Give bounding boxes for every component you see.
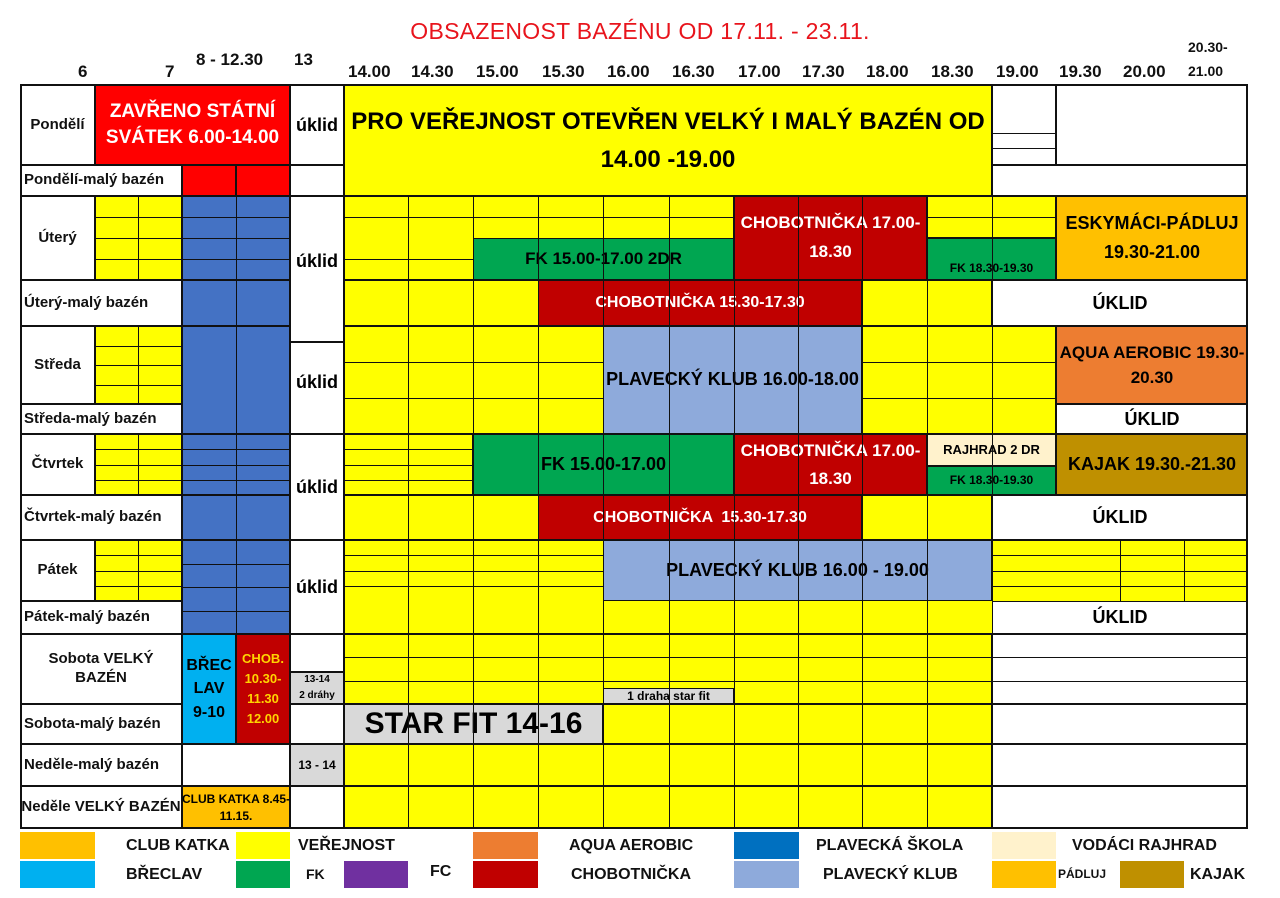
closed-label: ZAVŘENO STÁTNÍ SVÁTEK 6.00-14.00 [105,101,280,148]
fk2-label: FK 18.30-19.30 [949,473,1034,488]
chobotnicka-label: CHOBOTNIČKA 17.00-18.30 [740,441,921,488]
legend-swatch-padluj [992,861,1056,888]
row-label-saturday-small: Sobota-malý bazén [20,704,182,744]
cleaning-label: úklid [295,576,338,597]
hour-1630: 16.30 [672,62,715,81]
starfit-label: STAR FIT 14-16 [364,706,583,740]
swim-club-label: PLAVECKÝ KLUB 16.00 - 19.00 [666,560,929,581]
starfit-lane-label: 1 draha star fit [627,688,710,703]
lanes-time: 13-14 [304,674,330,686]
hour-1500: 15.00 [476,62,519,81]
chobotnicka-label: CHOBOTNIČKA 17.00-18.30 [740,213,921,261]
hour-1730: 17.30 [802,62,845,81]
hour-1530: 15.30 [542,62,585,81]
kajak-label: KAJAK 19.30.-21.30 [1067,454,1237,475]
legend-plavecky-klub: PLAVECKÝ KLUB [823,866,958,883]
row-label-wednesday-small: Středa-malý bazén [20,404,182,434]
hour-1830: 18.30 [931,62,974,81]
hour-13: 13 [294,50,313,69]
hour-1600: 16.00 [607,62,650,81]
row-label-saturday-big: Sobota VELKÝ BAZÉN [20,634,182,704]
legend-swatch-verejnost [236,832,290,859]
cleaning-caps-label: ÚKLID [1092,292,1148,313]
hour-2100: 21.00 [1188,63,1224,79]
hour-2030: 20.30- [1188,39,1228,55]
legend-chobotnicka: CHOBOTNIČKA [571,866,691,883]
chobotnicka-small-label: CHOBOTNIČKA 15.30-17.30 [593,508,807,526]
legend-breclav: BŘECLAV [126,866,203,883]
cleaning-caps-label: ÚKLID [1092,507,1148,528]
page-title: OBSAZENOST BAZÉNU OD 17.11. - 23.11. [410,18,870,44]
fk-label: FK 15.00-17.00 [540,454,667,475]
legend-swatch-fk [236,861,290,888]
hour-1430: 14.30 [411,62,454,81]
hour-1700: 17.00 [738,62,781,81]
hour-1930: 19.30 [1059,62,1102,81]
legend-fc: FC [430,863,452,880]
table-border [20,84,1248,829]
legend-swatch-club-katka [20,832,95,859]
legend-aqua: AQUA AEROBIC [569,837,694,854]
cleaning-label: úklid [295,371,338,392]
row-label-monday: Pondělí [20,85,95,165]
row-label-thursday-small: Čtvrtek-malý bazén [20,495,182,540]
legend-swatch-fc [344,861,408,888]
chob-sat-label: CHOB. 10.30-11.30 12.00 [242,650,284,727]
legend-fk: FK [306,866,325,882]
legend-kajak: KAJAK [1190,866,1246,883]
hour-2000: 20.00 [1123,62,1166,81]
row-label-friday: Pátek [20,540,95,601]
row-label-thursday: Čtvrtek [20,434,95,495]
legend-verejnost: VEŘEJNOST [298,837,395,854]
chobotnicka-small-label: CHOBOTNIČKA 15.30-17.30 [595,294,805,312]
club-katka-label: CLUB KATKA 8.45-11.15. [182,792,291,823]
legend-swatch-plavecky-klub [734,861,799,888]
hour-8-1230: 8 - 12.30 [196,50,264,69]
legend-club-katka: CLUB KATKA [126,837,230,854]
hour-6: 6 [78,62,88,81]
legend-rajhrad: VODÁCI RAJHRAD [1072,837,1217,854]
cleaning-label: úklid [295,114,338,135]
legend-swatch-aqua [473,832,538,859]
cleaning-caps-label: ÚKLID [1092,607,1148,628]
row-label-friday-small: Pátek-malý bazén [20,601,182,634]
row-label-tuesday-small: Úterý-malý bazén [20,280,182,326]
cleaning-label: úklid [295,476,338,497]
row-label-wednesday: Středa [20,326,95,404]
row-label-sunday-small: Neděle-malý bazén [20,744,182,786]
row-label-monday-small: Pondělí-malý bazén [20,165,182,196]
sun-lanes-label: 13 - 14 [298,757,336,772]
legend-swatch-chobotnicka [473,861,538,888]
hour-7: 7 [165,62,175,81]
public-label: PRO VEŘEJNOST OTEVŘEN VELKÝ I MALÝ BAZÉN OD 14.00 -19.00 [351,108,985,173]
hour-1800: 18.00 [866,62,909,81]
fk2-label: FK 18.30-19.30 [949,260,1034,275]
aqua-label: AQUA AEROBIC 19.30-20.30 [1059,342,1245,387]
legend-swatch-plavecka-skola [734,832,799,859]
breclav-label: BŘEC LAV 9-10 [186,657,232,721]
legend-swatch-rajhrad [992,832,1056,859]
hour-1400: 14.00 [348,62,391,81]
lanes-count: 2 dráhy [299,690,335,702]
eskymaci-label: ESKYMÁCI-PÁDLUJ 19.30-21.00 [1065,213,1239,262]
row-label-sunday-big: Neděle VELKÝ BAZÉN [20,786,182,829]
row-label-tuesday: Úterý [20,196,95,280]
legend-padluj: PÁDLUJ [1058,867,1107,881]
legend-swatch-kajak [1120,861,1184,888]
hour-1900: 19.00 [996,62,1039,81]
legend-plavecka-skola: PLAVECKÁ ŠKOLA [816,837,964,854]
legend-swatch-breclav [20,861,95,888]
rajhrad-label: RAJHRAD 2 DR [943,442,1040,458]
cleaning-caps-label: ÚKLID [1124,408,1180,429]
swim-club-label: PLAVECKÝ KLUB 16.00-18.00 [606,369,859,390]
fk-label: FK 15.00-17.00 2DR [525,248,682,268]
cleaning-label: úklid [295,250,338,271]
